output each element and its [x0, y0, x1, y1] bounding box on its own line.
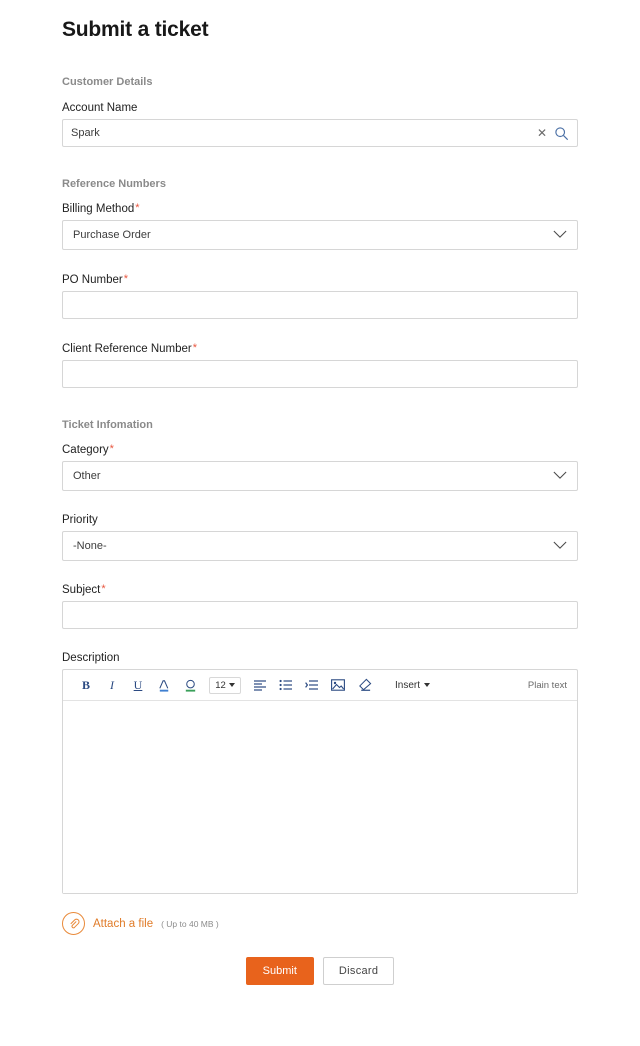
section-heading-customer-details: Customer Details [62, 76, 153, 88]
form-actions [62, 957, 578, 985]
indent-icon[interactable] [299, 673, 325, 697]
field-account-name [62, 102, 578, 147]
bulleted-list-icon[interactable] [273, 673, 299, 697]
section-heading-ticket-information: Ticket Infomation [62, 419, 153, 431]
required-marker: * [135, 202, 140, 214]
billing-method-select[interactable] [62, 220, 578, 250]
field-description [62, 652, 578, 894]
section-heading-reference-numbers: Reference Numbers [62, 178, 166, 190]
chevron-down-icon[interactable] [553, 226, 567, 244]
priority-value: -None- [73, 540, 107, 552]
category-label [62, 444, 578, 456]
font-size-value: 12 [215, 679, 226, 691]
po-number-input[interactable] [62, 291, 578, 319]
insert-menu-button[interactable] [395, 680, 430, 691]
category-value: Other [73, 470, 101, 482]
paperclip-icon[interactable] [62, 912, 85, 935]
required-marker: * [101, 583, 106, 595]
bold-icon[interactable]: B [81, 677, 90, 692]
chevron-down-icon[interactable] [553, 537, 567, 555]
rich-text-editor [62, 669, 578, 894]
priority-label: Priority [62, 514, 98, 526]
clear-formatting-icon[interactable] [351, 673, 377, 697]
subject-label-text: Subject [62, 584, 101, 596]
billing-method-value: Purchase Order [73, 229, 151, 241]
category-select[interactable] [62, 461, 578, 491]
client-reference-number-label [62, 343, 578, 355]
required-marker: * [192, 342, 198, 354]
description-textarea[interactable] [63, 701, 577, 893]
search-icon[interactable] [554, 126, 569, 141]
subject-input[interactable] [62, 601, 578, 629]
clear-x-icon[interactable]: ✕ [536, 126, 547, 140]
field-subject [62, 584, 578, 629]
chevron-down-icon[interactable] [553, 467, 567, 485]
editor-toolbar [63, 670, 577, 701]
underline-icon[interactable]: U [133, 677, 143, 692]
align-left-icon[interactable] [247, 673, 273, 697]
required-marker: * [109, 443, 114, 455]
po-number-label-text: PO Number [62, 274, 123, 286]
attach-file-hint: ( Up to 40 MB ) [161, 918, 219, 929]
highlight-color-icon[interactable] [177, 673, 203, 697]
subject-label [62, 584, 578, 596]
attach-file-label[interactable]: Attach a file [93, 917, 154, 930]
spacer [62, 42, 578, 76]
insert-image-icon[interactable] [325, 673, 351, 697]
billing-method-label-text: Billing Method [62, 203, 135, 215]
insert-label: Insert [395, 679, 421, 691]
description-label: Description [62, 652, 120, 664]
required-marker: * [123, 273, 128, 285]
field-billing-method [62, 203, 578, 250]
page-title: Submit a ticket [62, 18, 209, 41]
client-reference-number-input[interactable] [62, 360, 578, 388]
category-label-text: Category [62, 444, 109, 456]
field-po-number [62, 274, 578, 319]
text-color-icon[interactable] [151, 673, 177, 697]
account-name-input[interactable] [62, 119, 578, 147]
plain-text-toggle[interactable]: Plain text [527, 679, 567, 691]
discard-button[interactable]: Discard [323, 957, 394, 985]
account-name-value: Spark [71, 127, 100, 139]
italic-icon[interactable]: I [110, 677, 114, 692]
priority-select[interactable] [62, 531, 578, 561]
billing-method-label [62, 203, 578, 215]
submit-ticket-form [0, 18, 640, 985]
caret-down-icon [229, 683, 235, 687]
field-category [62, 444, 578, 491]
submit-button[interactable]: Submit [246, 957, 314, 985]
field-client-reference-number [62, 343, 578, 388]
attach-file-row [62, 912, 578, 935]
font-size-selector[interactable] [209, 677, 241, 694]
client-reference-number-label-text: Client Reference Number [62, 343, 192, 355]
account-name-label: Account Name [62, 102, 138, 114]
po-number-label [62, 274, 578, 286]
caret-down-icon [424, 683, 430, 687]
field-priority [62, 514, 578, 561]
